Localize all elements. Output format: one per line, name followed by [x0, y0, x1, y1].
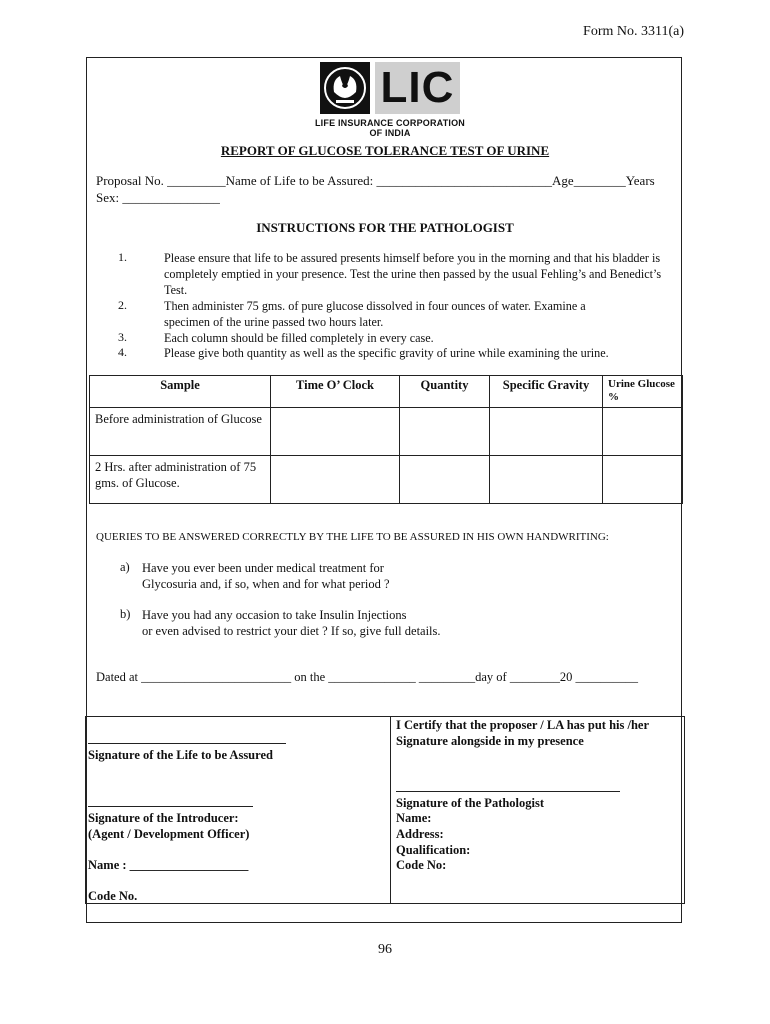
introducer-name-field[interactable]: Name : ___________________ [88, 858, 249, 872]
pathologist-name-field[interactable]: Name: [396, 811, 432, 825]
sample-cell: Before administration of Glucose [90, 408, 271, 456]
instructions-title: INSTRUCTIONS FOR THE PATHOLOGIST [256, 220, 514, 235]
queries-heading: QUERIES TO BE ANSWERED CORRECTLY BY THE LIFE TO BE ASSURED IN HIS OWN HANDWRITING: [96, 531, 609, 543]
introducer-role: (Agent / Development Officer) [88, 827, 250, 841]
page-number: 96 [378, 942, 392, 957]
proposal-line: Proposal No. _________Name of Life to be Assured: ___________________________Age________Years [96, 173, 655, 188]
pathologist-signature-line[interactable] [396, 791, 620, 792]
specific-gravity-cell[interactable] [490, 408, 603, 456]
column-header-quantity: Quantity [400, 376, 490, 408]
time-cell[interactable] [271, 456, 400, 504]
query-line: Have you had any occasion to take Insulin Injections [142, 608, 407, 622]
life-assured-signature-line[interactable] [88, 743, 286, 744]
quantity-cell[interactable] [400, 408, 490, 456]
dated-line: Dated at ________________________ on the ______________ _________day of ________20 __________ [96, 670, 638, 684]
pathologist-signature-label: Signature of the Pathologist [396, 796, 545, 810]
query-line: Have you ever been under medical treatment for [142, 561, 384, 575]
query-mark: a) [120, 560, 130, 574]
urine-glucose-cell[interactable] [603, 408, 683, 456]
urine-test-table [89, 375, 683, 504]
query-mark: b) [120, 607, 131, 621]
query-line: or even advised to restrict your diet ? If so, give full details. [142, 624, 441, 638]
report-title: REPORT OF GLUCOSE TOLERANCE TEST OF URINE [220, 143, 550, 158]
table-row [90, 456, 683, 504]
introducer-signature-line[interactable] [88, 806, 253, 807]
sample-cell: 2 Hrs. after administration of 75 gms. of Glucose. [90, 456, 271, 504]
instruction-text: Please give both quantity as well as the specific gravity of urine while examining the urine. [164, 346, 609, 360]
specific-gravity-cell[interactable] [490, 456, 603, 504]
urine-glucose-cell[interactable] [603, 456, 683, 504]
quantity-cell[interactable] [400, 456, 490, 504]
logo-wordmark: LIC [375, 62, 460, 114]
pathologist-qualification-field[interactable]: Qualification: [396, 843, 471, 857]
table-row [90, 408, 683, 456]
signature-box [85, 716, 685, 904]
column-header-time: Time O’ Clock [271, 376, 400, 408]
table-header-row [90, 376, 683, 408]
instruction-number: 2. [118, 298, 127, 312]
certify-text: I Certify that the proposer / LA has put his /her [396, 718, 650, 732]
column-header-urine-glucose: Urine Glucose % [603, 376, 683, 408]
pathologist-address-field[interactable]: Address: [396, 827, 444, 841]
instruction-text: Each column should be filled completely in every case. [164, 331, 434, 345]
instruction-number: 1. [118, 250, 127, 264]
introducer-signature-label: Signature of the Introducer: [88, 811, 239, 825]
time-cell[interactable] [271, 408, 400, 456]
lic-logo [320, 62, 460, 114]
query-line: Glycosuria and, if so, when and for what period ? [142, 577, 390, 591]
instruction-text: Please ensure that life to be assured presents himself before you in the morning and that his bladder is completely emptied in your presence. Test the urine then passed by the usual Fehling’s and Benedict’s Test. [164, 251, 662, 297]
instruction-text: Then administer 75 gms. of pure glucose dissolved in four ounces of water. Examine a specimen of the urine passed two hours later. [164, 299, 586, 329]
sex-line: Sex: _______________ [96, 190, 220, 205]
column-header-specific-gravity: Specific Gravity [490, 376, 603, 408]
life-assured-signature-label: Signature of the Life to be Assured [88, 748, 273, 762]
form-number: Form No. 3311(a) [583, 24, 684, 39]
signature-divider [390, 716, 391, 904]
hands-lamp-emblem-icon [320, 62, 370, 114]
pathologist-code-field[interactable]: Code No: [396, 858, 447, 872]
certify-text: Signature alongside in my presence [396, 734, 584, 748]
logo-caption: LIFE INSURANCE CORPORATION OF INDIA [314, 118, 466, 138]
column-header-sample: Sample [90, 376, 271, 408]
introducer-code-field[interactable]: Code No. [88, 889, 138, 903]
instruction-number: 4. [118, 345, 127, 359]
instruction-number: 3. [118, 330, 127, 344]
